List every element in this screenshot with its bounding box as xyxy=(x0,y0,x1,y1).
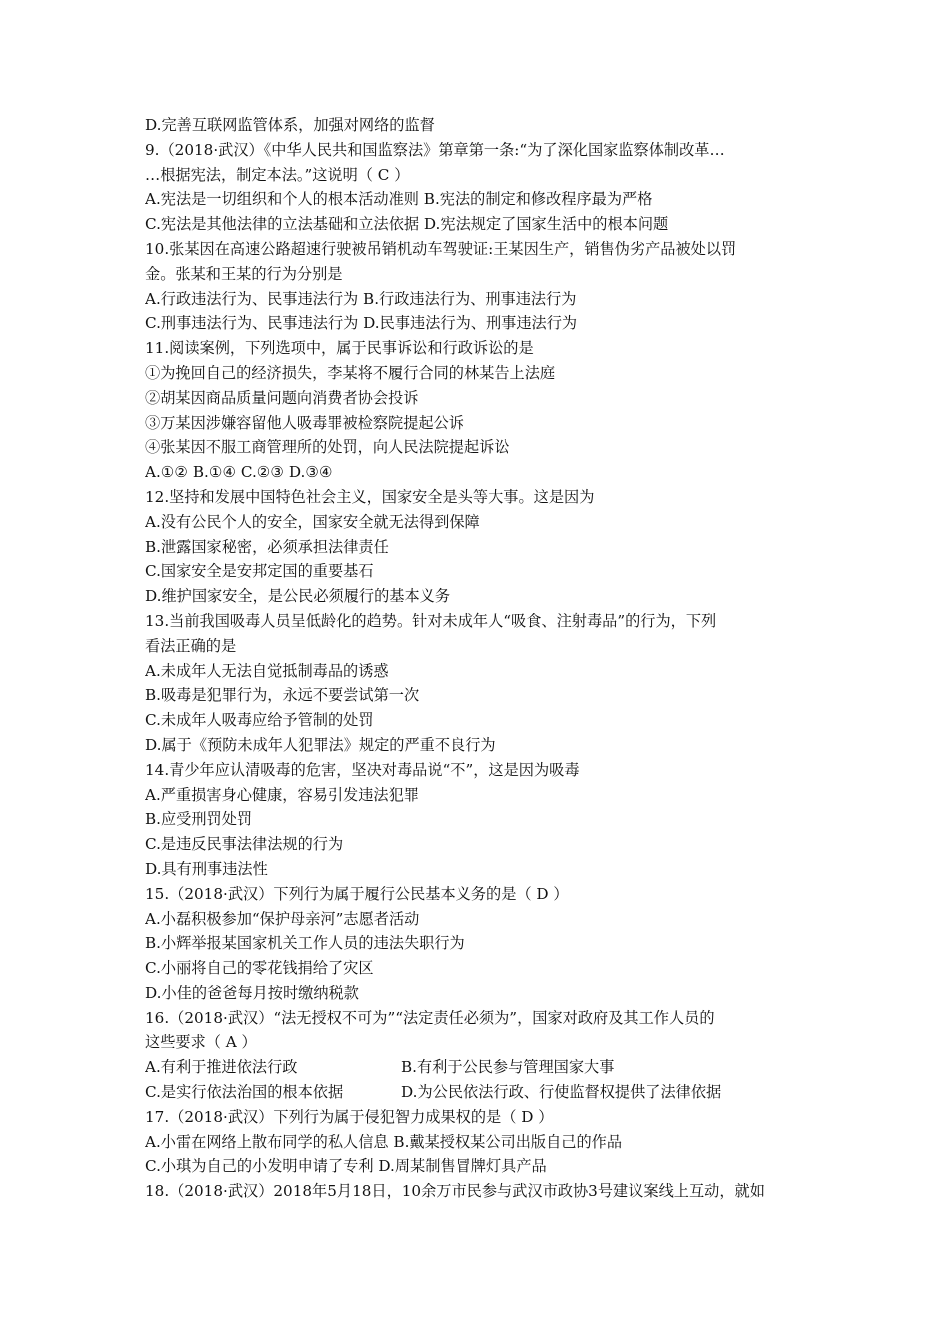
question-15-option-c: C.小丽将自己的零花钱捐给了灾区 xyxy=(145,959,374,978)
question-14-option-b: B.应受刑罚处罚 xyxy=(145,810,253,829)
question-16-option-b: B.有利于公民参与管理国家大事 xyxy=(401,1058,615,1077)
question-13-option-d: D.属于《预防未成年人犯罪法》规定的严重不良行为 xyxy=(145,735,496,754)
question-16-options-ab xyxy=(145,1055,815,1080)
question-11-options: A.①② B.①④ C.②③ D.③④ xyxy=(145,463,333,482)
question-10-options-cd: C.刑事违法行为、民事违法行为 D.民事违法行为、刑事违法行为 xyxy=(145,314,578,333)
question-10-options-ab: A.行政违法行为、民事违法行为 B.行政违法行为、刑事违法行为 xyxy=(145,289,577,308)
question-15-option-a: A.小磊积极参加“保护母亲河”志愿者活动 xyxy=(145,909,420,928)
question-12-option-a: A.没有公民个人的安全，国家安全就无法得到保障 xyxy=(145,512,480,531)
question-17-stem: 17.（2018·武汉）下列行为属于侵犯智力成果权的是（ D ） xyxy=(145,1107,554,1126)
question-10-stem: 10.张某因在高速公路超速行驶被吊销机动车驾驶证:王某因生产，销售伪劣产品被处以罚 xyxy=(145,239,737,258)
question-11-case-2: ②胡某因商品质量问题向消费者协会投诉 xyxy=(145,388,419,407)
question-14-option-c: C.是违反民事法律法规的行为 xyxy=(145,835,344,854)
question-9-options-cd: C.宪法是其他法律的立法基础和立法依据 D.宪法规定了国家生活中的根本问题 xyxy=(145,215,669,234)
question-14-option-d: D.具有刑事违法性 xyxy=(145,859,268,878)
question-15-option-b: B.小辉举报某国家机关工作人员的违法失职行为 xyxy=(145,934,465,953)
question-17-options-ab: A.小雷在网络上散布同学的私人信息 B.戴某授权某公司出版自己的作品 xyxy=(145,1132,623,1151)
question-11-case-4: ④张某因不服工商管理所的处罚，向人民法院提起诉讼 xyxy=(145,438,510,457)
question-16-options-cd xyxy=(145,1080,815,1105)
question-13-stem-cont: 看法正确的是 xyxy=(145,636,237,655)
question-12-option-b: B.泄露国家秘密，必须承担法律责任 xyxy=(145,537,389,556)
question-10-stem-cont: 金。张某和王某的行为分别是 xyxy=(145,264,343,283)
question-15-stem: 15.（2018·武汉）下列行为属于履行公民基本义务的是（ D ） xyxy=(145,884,569,903)
question-13-option-c: C.未成年人吸毒应给予管制的处罚 xyxy=(145,711,374,730)
question-13-option-b: B.吸毒是犯罪行为，永远不要尝试第一次 xyxy=(145,686,420,705)
question-16-stem: 16.（2018·武汉）“法无授权不可为”“法定责任必须为”，国家对政府及其工作人员的 xyxy=(145,1008,715,1027)
question-16-option-d: D.为公民依法行政、行使监督权提供了法律依据 xyxy=(401,1083,722,1102)
question-9-options-ab: A.宪法是一切组织和个人的根本活动准则 B.宪法的制定和修改程序最为严格 xyxy=(145,190,653,209)
question-13-option-a: A.未成年人无法自觉抵制毒品的诱惑 xyxy=(145,661,389,680)
question-12-stem: 12.坚持和发展中国特色社会主义，国家安全是头等大事。这是因为 xyxy=(145,487,595,506)
question-9-stem-cont: …根据宪法，制定本法。”这说明（ C ） xyxy=(145,165,410,184)
question-12-option-d: D.维护国家安全，是公民必须履行的基本义务 xyxy=(145,587,451,606)
text-line: D.完善互联网监管体系，加强对网络的监督 xyxy=(145,116,435,134)
question-11-stem: 11.阅读案例，下列选项中，属于民事诉讼和行政诉讼的是 xyxy=(145,339,534,358)
question-13-stem: 13.当前我国吸毒人员呈低龄化的趋势。针对未成年人“吸食、注射毒品”的行为，下列 xyxy=(145,611,717,630)
document-body xyxy=(145,113,815,1204)
question-12-option-c: C.国家安全是安邦定国的重要基石 xyxy=(145,562,374,581)
question-11-case-3: ③万某因涉嫌容留他人吸毒罪被检察院提起公诉 xyxy=(145,413,464,432)
question-16-option-a: A.有利于推进依法行政 xyxy=(145,1058,298,1077)
question-9-stem: 9.（2018·武汉）《中华人民共和国监察法》第章第一条:“为了深化国家监察体制改革… xyxy=(145,140,725,159)
question-15-option-d: D.小佳的爸爸每月按时缴纳税款 xyxy=(145,983,359,1002)
question-18-stem: 18.（2018·武汉）2018年5月18日，10余万市民参与武汉市政协3号建议案线上互动，就如 xyxy=(145,1182,765,1201)
question-11-case-1: ①为挽回自己的经济损失，李某将不履行合同的林某告上法庭 xyxy=(145,363,556,382)
question-14-option-a: A.严重损害身心健康，容易引发违法犯罪 xyxy=(145,785,419,804)
question-17-options-cd: C.小琪为自己的小发明申请了专利 D.周某制售冒牌灯具产品 xyxy=(145,1157,547,1176)
question-16-option-c: C.是实行依法治国的根本依据 xyxy=(145,1083,344,1102)
question-16-stem-cont: 这些要求（ A ） xyxy=(145,1033,257,1052)
question-14-stem: 14.青少年应认清吸毒的危害，坚决对毒品说“不”，这是因为吸毒 xyxy=(145,760,580,779)
